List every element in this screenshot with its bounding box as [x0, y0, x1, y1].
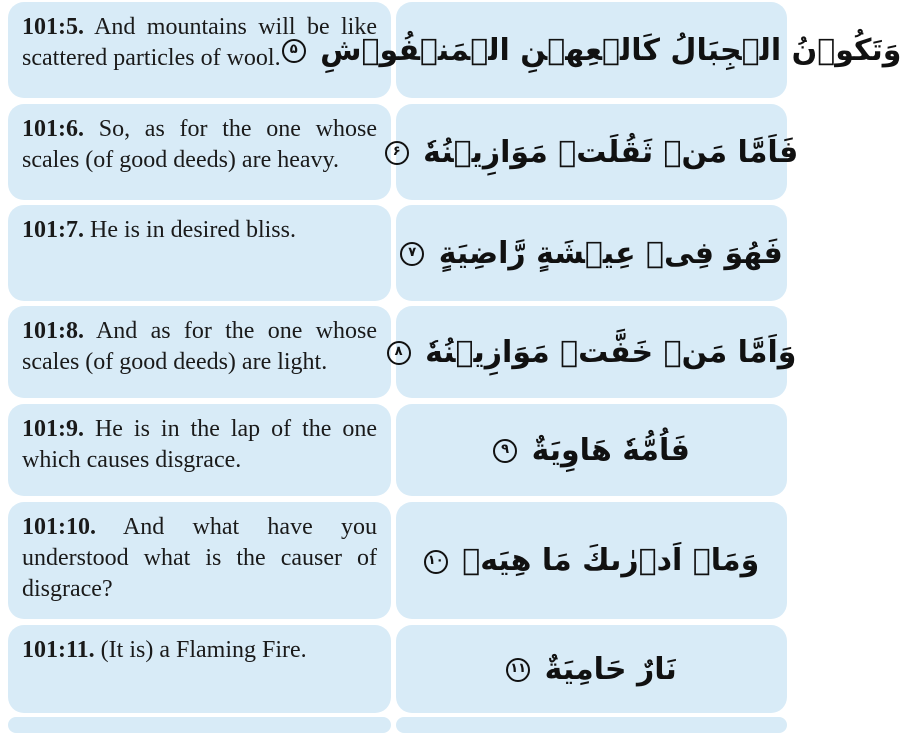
ayah-number-marker: ۵ [282, 39, 306, 63]
arabic-verse [506, 652, 677, 687]
verse-ref: 101:8. [22, 318, 84, 344]
arabic-verse [493, 433, 690, 468]
verse-row-partial [0, 717, 793, 733]
arabic-verse [400, 236, 783, 271]
ayah-number-marker: ۶ [385, 141, 409, 165]
verse-row [0, 104, 799, 200]
ayah-number-marker: ۸ [387, 341, 411, 365]
arabic-text: فَهُوَ فِىۡ عِيۡشَةٍ رَّاضِيَةٍ [438, 235, 783, 271]
arabic-verse [387, 335, 797, 370]
translation-text [22, 414, 377, 476]
ayah-number-marker: ۱۱ [506, 658, 530, 682]
arabic-verse [282, 33, 901, 68]
translation-cell [8, 502, 391, 619]
translation-text [22, 512, 377, 605]
arabic-cell [396, 625, 787, 713]
verse-row [0, 306, 797, 398]
verse-row [0, 404, 793, 496]
verse-translation: He is in the lap of the one which causes disgrace. [22, 416, 378, 473]
verse-ref: 101:7. [22, 217, 84, 243]
arabic-cell [289, 2, 901, 98]
arabic-cell [396, 502, 787, 619]
arabic-cell [392, 104, 799, 200]
arabic-verse [424, 543, 760, 578]
verse-row [0, 502, 793, 619]
verse-row [0, 2, 901, 98]
verse-translation: And what have you understood what is the causer of disgrace? [22, 514, 377, 602]
translation-text [22, 316, 377, 378]
verse-translation: He is in desired bliss. [90, 217, 296, 243]
translation-cell [8, 205, 391, 301]
verse-ref: 101:5. [22, 14, 84, 40]
verse-ref: 101:9. [22, 416, 84, 442]
arabic-cell [394, 306, 797, 398]
verse-ref: 101:6. [22, 116, 84, 142]
ayah-number-marker: ۷ [400, 242, 424, 266]
arabic-verse [385, 135, 799, 170]
translation-cell [8, 404, 391, 496]
arabic-cell [396, 404, 787, 496]
arabic-text: فَاَمَّا مَنۡ ثَقُلَتۡ مَوَازِيۡنُهٗ [423, 134, 799, 170]
translation-text [22, 215, 377, 246]
translation-cell [8, 306, 391, 398]
arabic-cell [396, 205, 787, 301]
verse-row [0, 625, 793, 713]
translation-text [22, 635, 377, 666]
verse-ref: 101:10. [22, 514, 96, 540]
arabic-text: وَمَاۤ اَدۡرٰٮكَ مَا هِيَهۡ [462, 543, 760, 578]
verse-translation: So, as for the one whose scales (of good deeds) are heavy. [22, 116, 378, 173]
arabic-text: فَاُمُّهٗ هَاوِيَةٌ [531, 432, 690, 468]
translation-cell [8, 625, 391, 713]
verse-translation: And as for the one whose scales (of good deeds) are light. [22, 318, 377, 375]
translation-text [22, 114, 377, 176]
verse-translation: (It is) a Flaming Fire. [100, 637, 307, 663]
translation-cell [8, 104, 391, 200]
arabic-text: وَاَمَّا مَنۡ خَفَّتۡ مَوَازِيۡنُهٗ [425, 334, 797, 370]
arabic-cell [396, 717, 787, 733]
translation-cell [8, 717, 391, 733]
arabic-text: نَارٌ حَامِيَةٌ [544, 651, 677, 687]
verse-ref: 101:11. [22, 637, 95, 663]
ayah-number-marker: ۹ [493, 439, 517, 463]
ayah-number-marker: ۱۰ [424, 550, 448, 574]
verse-translation: And mountains will be like scattered particles of wool. [22, 14, 377, 71]
arabic-text: وَتَكُوۡنُ الۡجِبَالُ كَالۡعِهۡنِ الۡمَنۡفُوۡشِ [320, 32, 901, 68]
verse-row [0, 205, 793, 301]
